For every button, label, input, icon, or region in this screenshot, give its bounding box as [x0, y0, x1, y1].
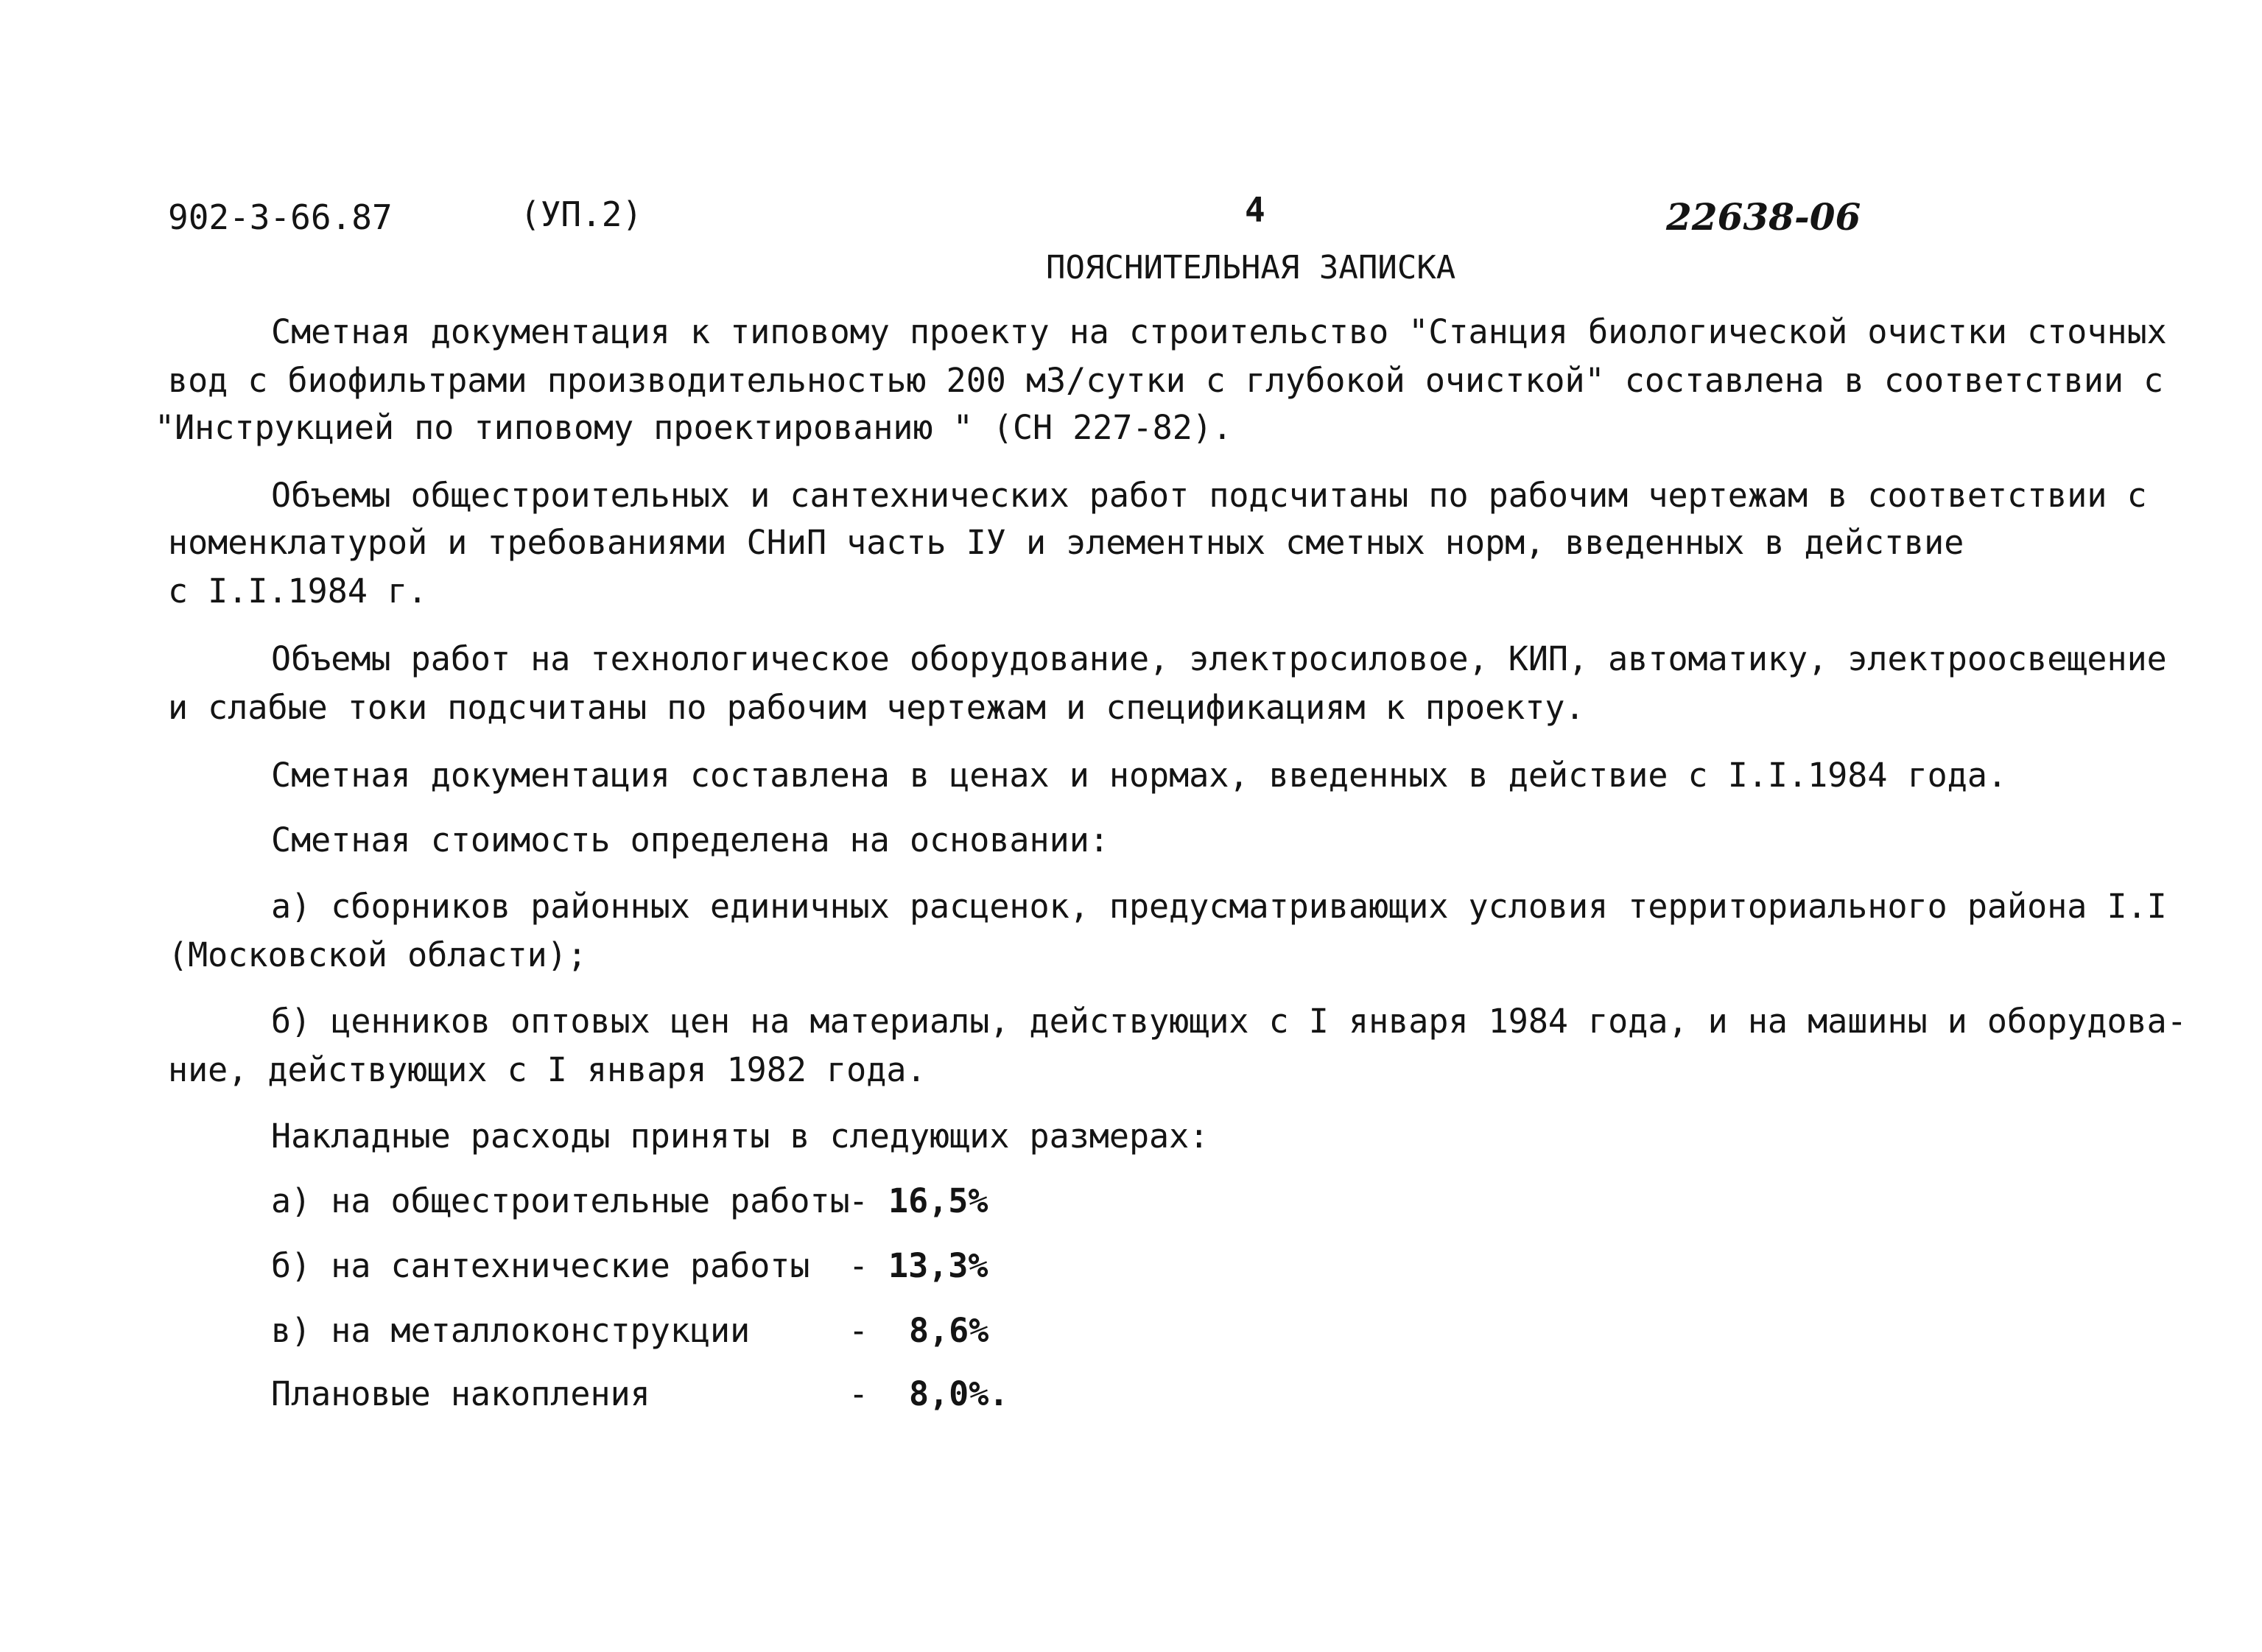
text-line: "Инструкцией по типовому проектированию " (СН 227-82). [155, 408, 1232, 447]
paragraph-2-line-3 [168, 572, 428, 611]
rate-value: 16,5% [888, 1181, 988, 1220]
paragraph-3-line-1 [271, 639, 2167, 678]
text-line: Объемы общестроительных и сантехнических работ подсчитаны по рабочим чертежам в соответствии с [271, 476, 2147, 515]
page-number: 4 [1245, 190, 1265, 230]
paragraph-2-line-1 [271, 476, 2147, 515]
text-line: б) ценников оптовых цен на материалы, действующих с I января 1984 года, и на машины и оборудова- [271, 1002, 2187, 1041]
paragraph-1-line-1 [271, 312, 2167, 351]
paragraph-1-line-2 [168, 361, 2164, 400]
rate-value: 8,0%. [909, 1374, 1009, 1413]
text-line: Сметная документация к типовому проекту на строительство "Станция биологической очистки сточных [271, 312, 2167, 351]
text-line: и слабые токи подсчитаны по рабочим чертежам и спецификациям к проекту. [168, 688, 1585, 727]
text-line: Накладные расходы приняты в следующих размерах: [271, 1117, 1209, 1156]
text-line: Сметная документация составлена в ценах и нормах, введенных в действие с I.I.1984 года. [271, 756, 2008, 795]
rate-label: Плановые накопления [271, 1374, 650, 1413]
rate-row [271, 1311, 751, 1350]
text-line: ние, действующих с I января 1982 года. [168, 1050, 927, 1089]
paragraph-2-line-2 [168, 523, 1964, 562]
paragraph-6-line-2 [168, 935, 587, 974]
rate-label: в) на металлоконструкции [271, 1311, 751, 1350]
paragraph-6-line-1 [271, 887, 2167, 926]
text-line: Объемы работ на технологическое оборудование, электросиловое, КИП, автоматику, электроосвещение [271, 639, 2167, 678]
text-line: с I.I.1984 г. [168, 572, 428, 611]
text-line: вод с биофильтрами производительностью 200 м3/сутки с глубокой очисткой" составлена в соответствии с [168, 361, 2164, 400]
paragraph-7-line-1 [271, 1002, 2187, 1041]
rate-label: б) на сантехнические работы [271, 1246, 810, 1285]
rate-dash: - [849, 1181, 869, 1220]
paragraph-8 [271, 1117, 1209, 1156]
rate-row [271, 1246, 810, 1285]
document-code: 902-3-66.87 [168, 197, 393, 237]
paragraph-7-line-2 [168, 1050, 927, 1089]
paragraph-5 [271, 820, 1109, 860]
text-line: а) сборников районных единичных расценок, предусматривающих условия территориального района I.I [271, 887, 2167, 926]
paragraph-1-line-3 [155, 408, 1232, 447]
text-line: (Московской области); [168, 935, 587, 974]
rate-dash: - [849, 1311, 869, 1350]
rate-value: 13,3% [888, 1246, 988, 1285]
rate-row [271, 1181, 850, 1220]
rate-dash: - [849, 1246, 869, 1285]
rate-dash: - [849, 1374, 869, 1413]
paragraph-3-line-2 [168, 688, 1585, 727]
paragraph-4 [271, 756, 2008, 795]
page-title: ПОЯСНИТЕЛЬНАЯ ЗАПИСКА [1046, 249, 1456, 287]
rate-row [271, 1374, 650, 1413]
rate-value: 8,6% [909, 1311, 989, 1350]
inventory-number: 22638-06 [1666, 195, 1861, 239]
text-line: Сметная стоимость определена на основании: [271, 820, 1109, 860]
rate-label: а) на общестроительные работы [271, 1181, 850, 1220]
album-number: (УП.2) [520, 194, 643, 234]
text-line: номенклатурой и требованиями СНиП часть IУ и элементных сметных норм, введенных в действие [168, 523, 1964, 562]
